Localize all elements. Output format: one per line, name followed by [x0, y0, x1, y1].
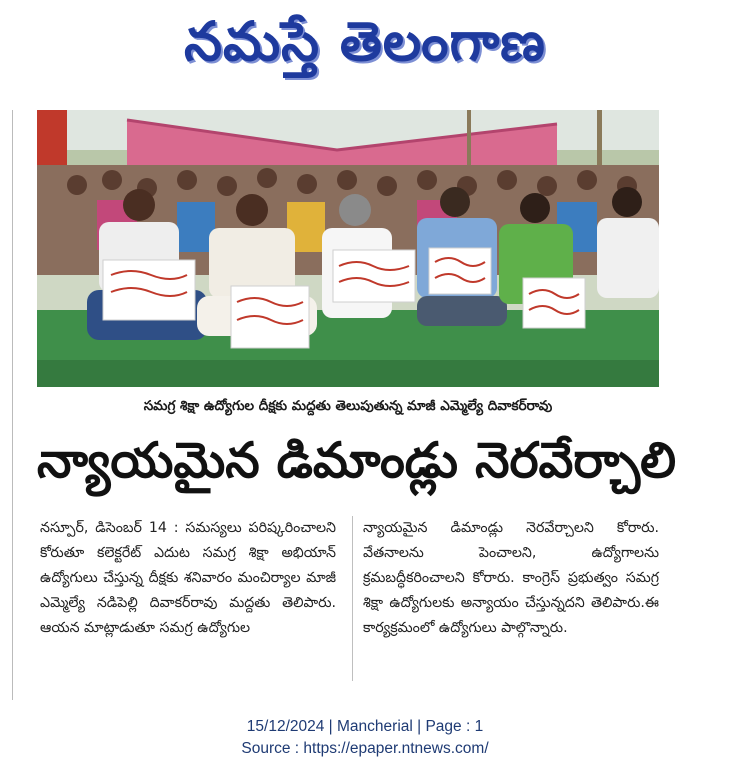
article-headline: న్యాయమైన డిమాండ్లు నెరవేర్చాలి	[37, 432, 677, 489]
masthead-title: నమస్తే తెలంగాణ	[184, 10, 546, 73]
edition-date-line: 15/12/2024 | Mancherial | Page : 1	[246, 718, 484, 735]
article-paragraph-right: న్యాయమైన డిమాండ్లు నెరవేర్చాలని కోరారు. వేతనాలను పెంచాలని, ఉద్యోగాలను క్రమబద్ధీకరించాలని కోరారు. కాంగ్రెస్ ప్రభుత్వం సమగ్ర శిక్షా ఉద్యోగులకు అన్యాయం చేస్తున్నదని తెలిపారు.ఈ కార్యక్రమంలో ఉద్యోగులు పాల్గొన్నారు.	[363, 520, 659, 636]
newspaper-masthead	[0, 0, 730, 88]
edition-footer	[0, 716, 730, 760]
news-photo	[37, 110, 659, 387]
photo-caption: సమగ్ర శిక్షా ఉద్యోగుల దీక్షకు మద్దతు తెలుపుతున్న మాజీ ఎమ్మెల్యే దివాకర్‌రావు	[143, 398, 553, 414]
protest-photo-illustration	[37, 110, 659, 387]
column-divider	[352, 516, 353, 681]
article-paragraph-left: నస్పూర్, డిసెంబర్ 14 : సమస్యలు పరిష్కరించాలని కోరుతూ కలెక్టరేట్ ఎదుట సమగ్ర శిక్షా అభియాన్ ఉద్యోగులు చేస్తున్న దీక్షకు శనివారం మంచిర్యాల మాజీ ఎమ్మెల్యే నడిపెల్లి దివాకర్‌రావు మద్దతు తెలిపారు. ఆయన మాట్లాడుతూ సమగ్ర ఉద్యోగుల	[40, 520, 336, 636]
article-column-left	[40, 516, 336, 641]
article-column-right	[363, 516, 659, 641]
clipping-border	[12, 110, 13, 700]
source-line: Source : https://epaper.ntnews.com/	[241, 740, 489, 757]
